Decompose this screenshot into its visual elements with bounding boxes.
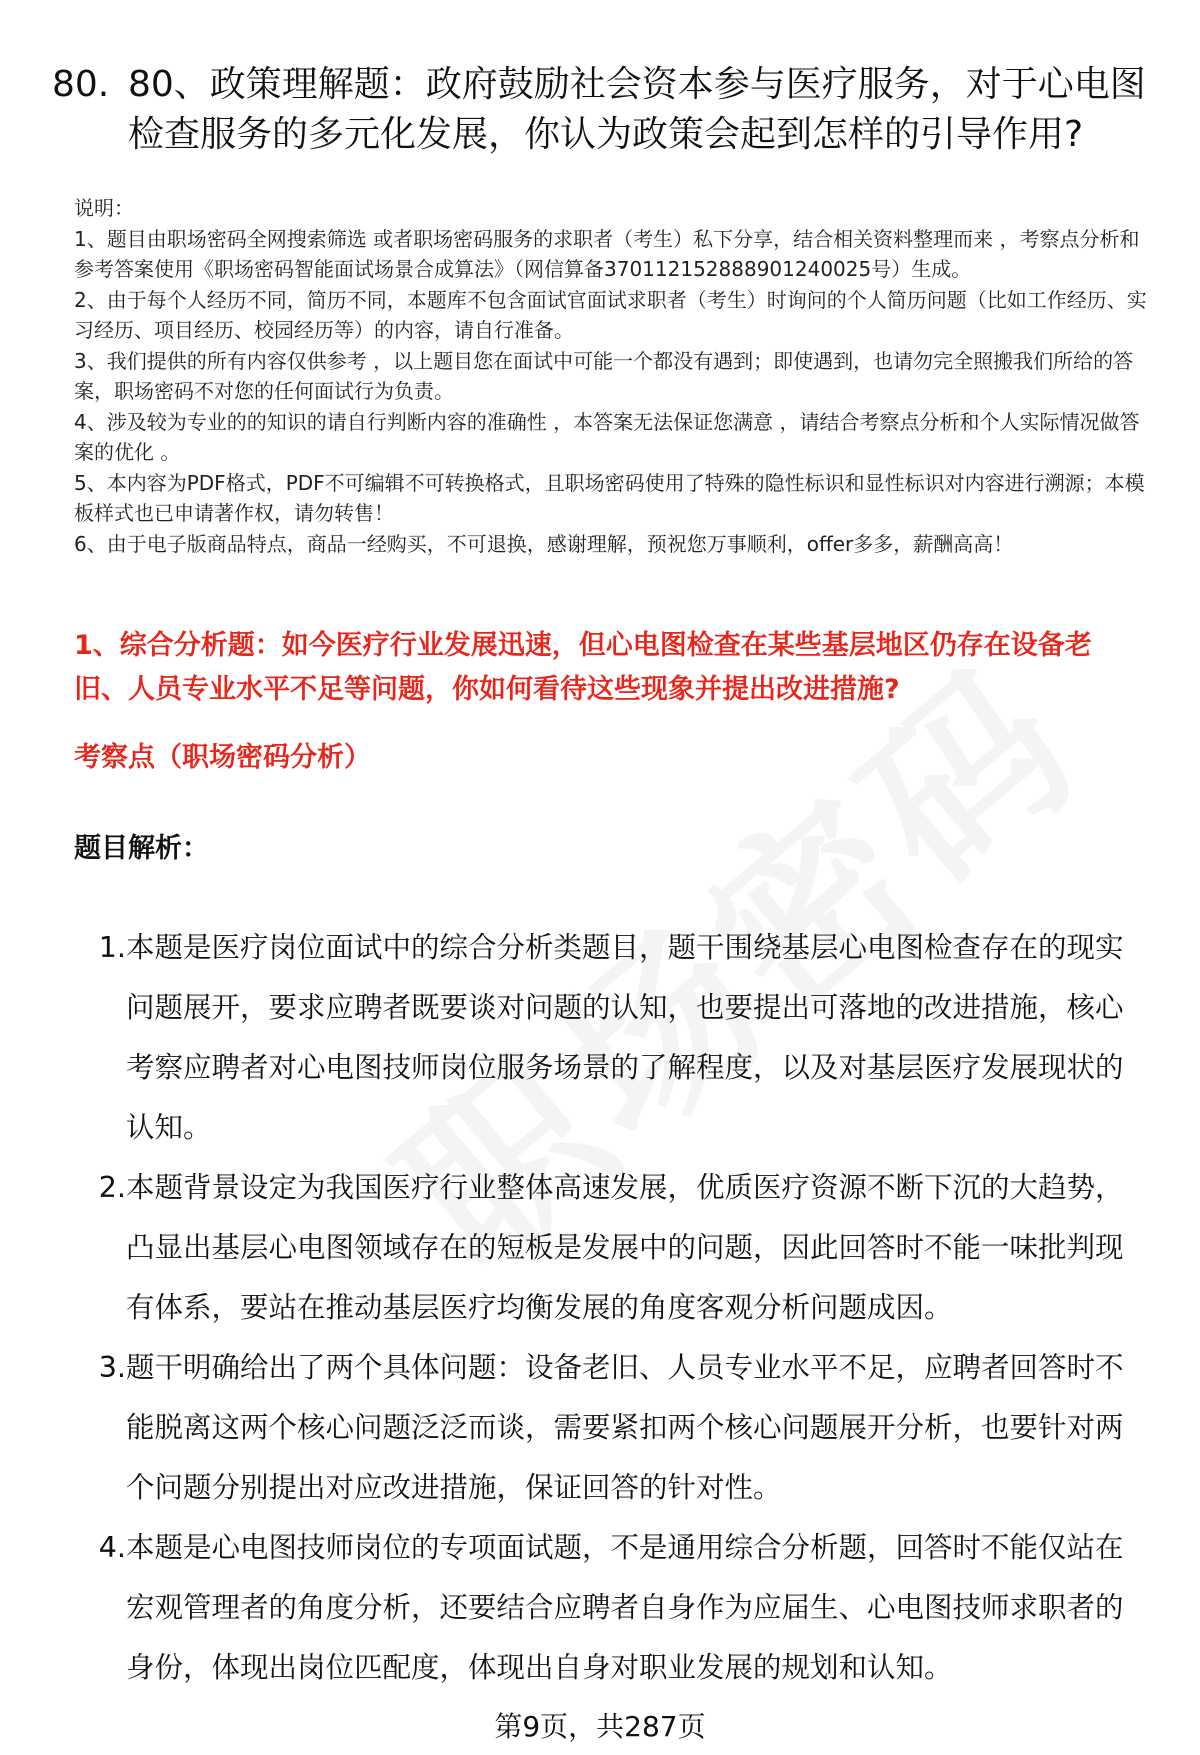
notes-section [74,193,1154,559]
analysis-item [74,918,1144,1158]
analysis-item-number: 3. [98,1351,126,1384]
page-footer: 第9页，共287页 [494,1710,706,1743]
note-item: 4、涉及较为专业的的知识的请自行判断内容的准确性 ，本答案无法保证您满意 ，请结合考察点分析和个人实际情况做答案的优化 。 [74,409,1140,464]
analysis-item-number: 4. [98,1531,126,1564]
note-item: 5、本内容为PDF格式，PDF不可编辑不可转换格式，且职场密码使用了特殊的隐性标识和显性标识对内容进行溯源；本模板样式也已申请著作权，请勿转售！ [74,470,1145,525]
note-item: 1、题目由职场密码全网搜索筛选 或者职场密码服务的求职者（考生）私下分享，结合相关资料整理而来 ，考察点分析和参考答案使用《职场密码智能面试场景合成算法》（网信算备370112152888901240025号）生成。 [74,226,1140,281]
analysis-item [74,1158,1144,1338]
analysis-label: 题目解析： [74,833,209,864]
note-item: 2、由于每个人经历不同，简历不同，本题库不包含面试官面试求职者（考生）时询问的个人简历问题（比如工作经历、实习经历、项目经历、校园经历等）的内容，请自行准备。 [74,287,1147,342]
analysis-item-text: 本题背景设定为我国医疗行业整体高速发展，优质医疗资源不断下沉的大趋势，凸显出基层心电图领域存在的短板是发展中的问题，因此回答时不能一味批判现有体系，要站在推动基层医疗均衡发展的角度客观分析问题成因。 [126,1171,1124,1324]
analysis-item-text: 题干明确给出了两个具体问题：设备老旧、人员专业水平不足，应聘者回答时不能脱离这两个核心问题泛泛而谈，需要紧扣两个核心问题展开分析，也要针对两个问题分别提出对应改进措施，保证回答的针对性。 [126,1351,1124,1504]
analysis-item-number: 2. [98,1171,126,1204]
sub-question-heading: 1、综合分析题：如今医疗行业发展迅速，但心电图检查在某些基层地区仍存在设备老旧、人员专业水平不足等问题，你如何看待这些现象并提出改进措施? [74,630,1092,705]
question-title-text: 80、政策理解题：政府鼓励社会资本参与医疗服务，对于心电图检查服务的多元化发展，你认为政策会起到怎样的引导作用? [128,64,1146,155]
exam-point-label: 考察点（职场密码分析） [74,742,371,773]
analysis-item [74,1338,1144,1518]
note-item: 6、由于电子版商品特点，商品一经购买，不可退换，感谢理解，预祝您万事顺利，offer多多，薪酬高高！ [74,531,1014,556]
analysis-item-number: 1. [98,931,126,964]
analysis-list [74,918,1144,1698]
analysis-item-text: 本题是心电图技师岗位的专项面试题，不是通用综合分析题，回答时不能仅站在宏观管理者的角度分析，还要结合应聘者自身作为应届生、心电图技师求职者的身份，体现出岗位匹配度，体现出自身对职业发展的规划和认知。 [126,1531,1124,1684]
note-item: 3、我们提供的所有内容仅供参考 ，以上题目您在面试中可能一个都没有遇到；即使遇到，也请勿完全照搬我们所给的答案，职场密码不对您的任何面试行为负责。 [74,348,1134,403]
question-title [52,60,1162,160]
notes-heading: 说明： [74,196,134,220]
analysis-item-text: 本题是医疗岗位面试中的综合分析类题目，题干围绕基层心电图检查存在的现实问题展开，要求应聘者既要谈对问题的认知，也要提出可落地的改进措施，核心考察应聘者对心电图技师岗位服务场景的了解程度，以及对基层医疗发展现状的认知。 [126,931,1124,1144]
analysis-item [74,1518,1144,1698]
question-number: 80. [52,64,110,105]
